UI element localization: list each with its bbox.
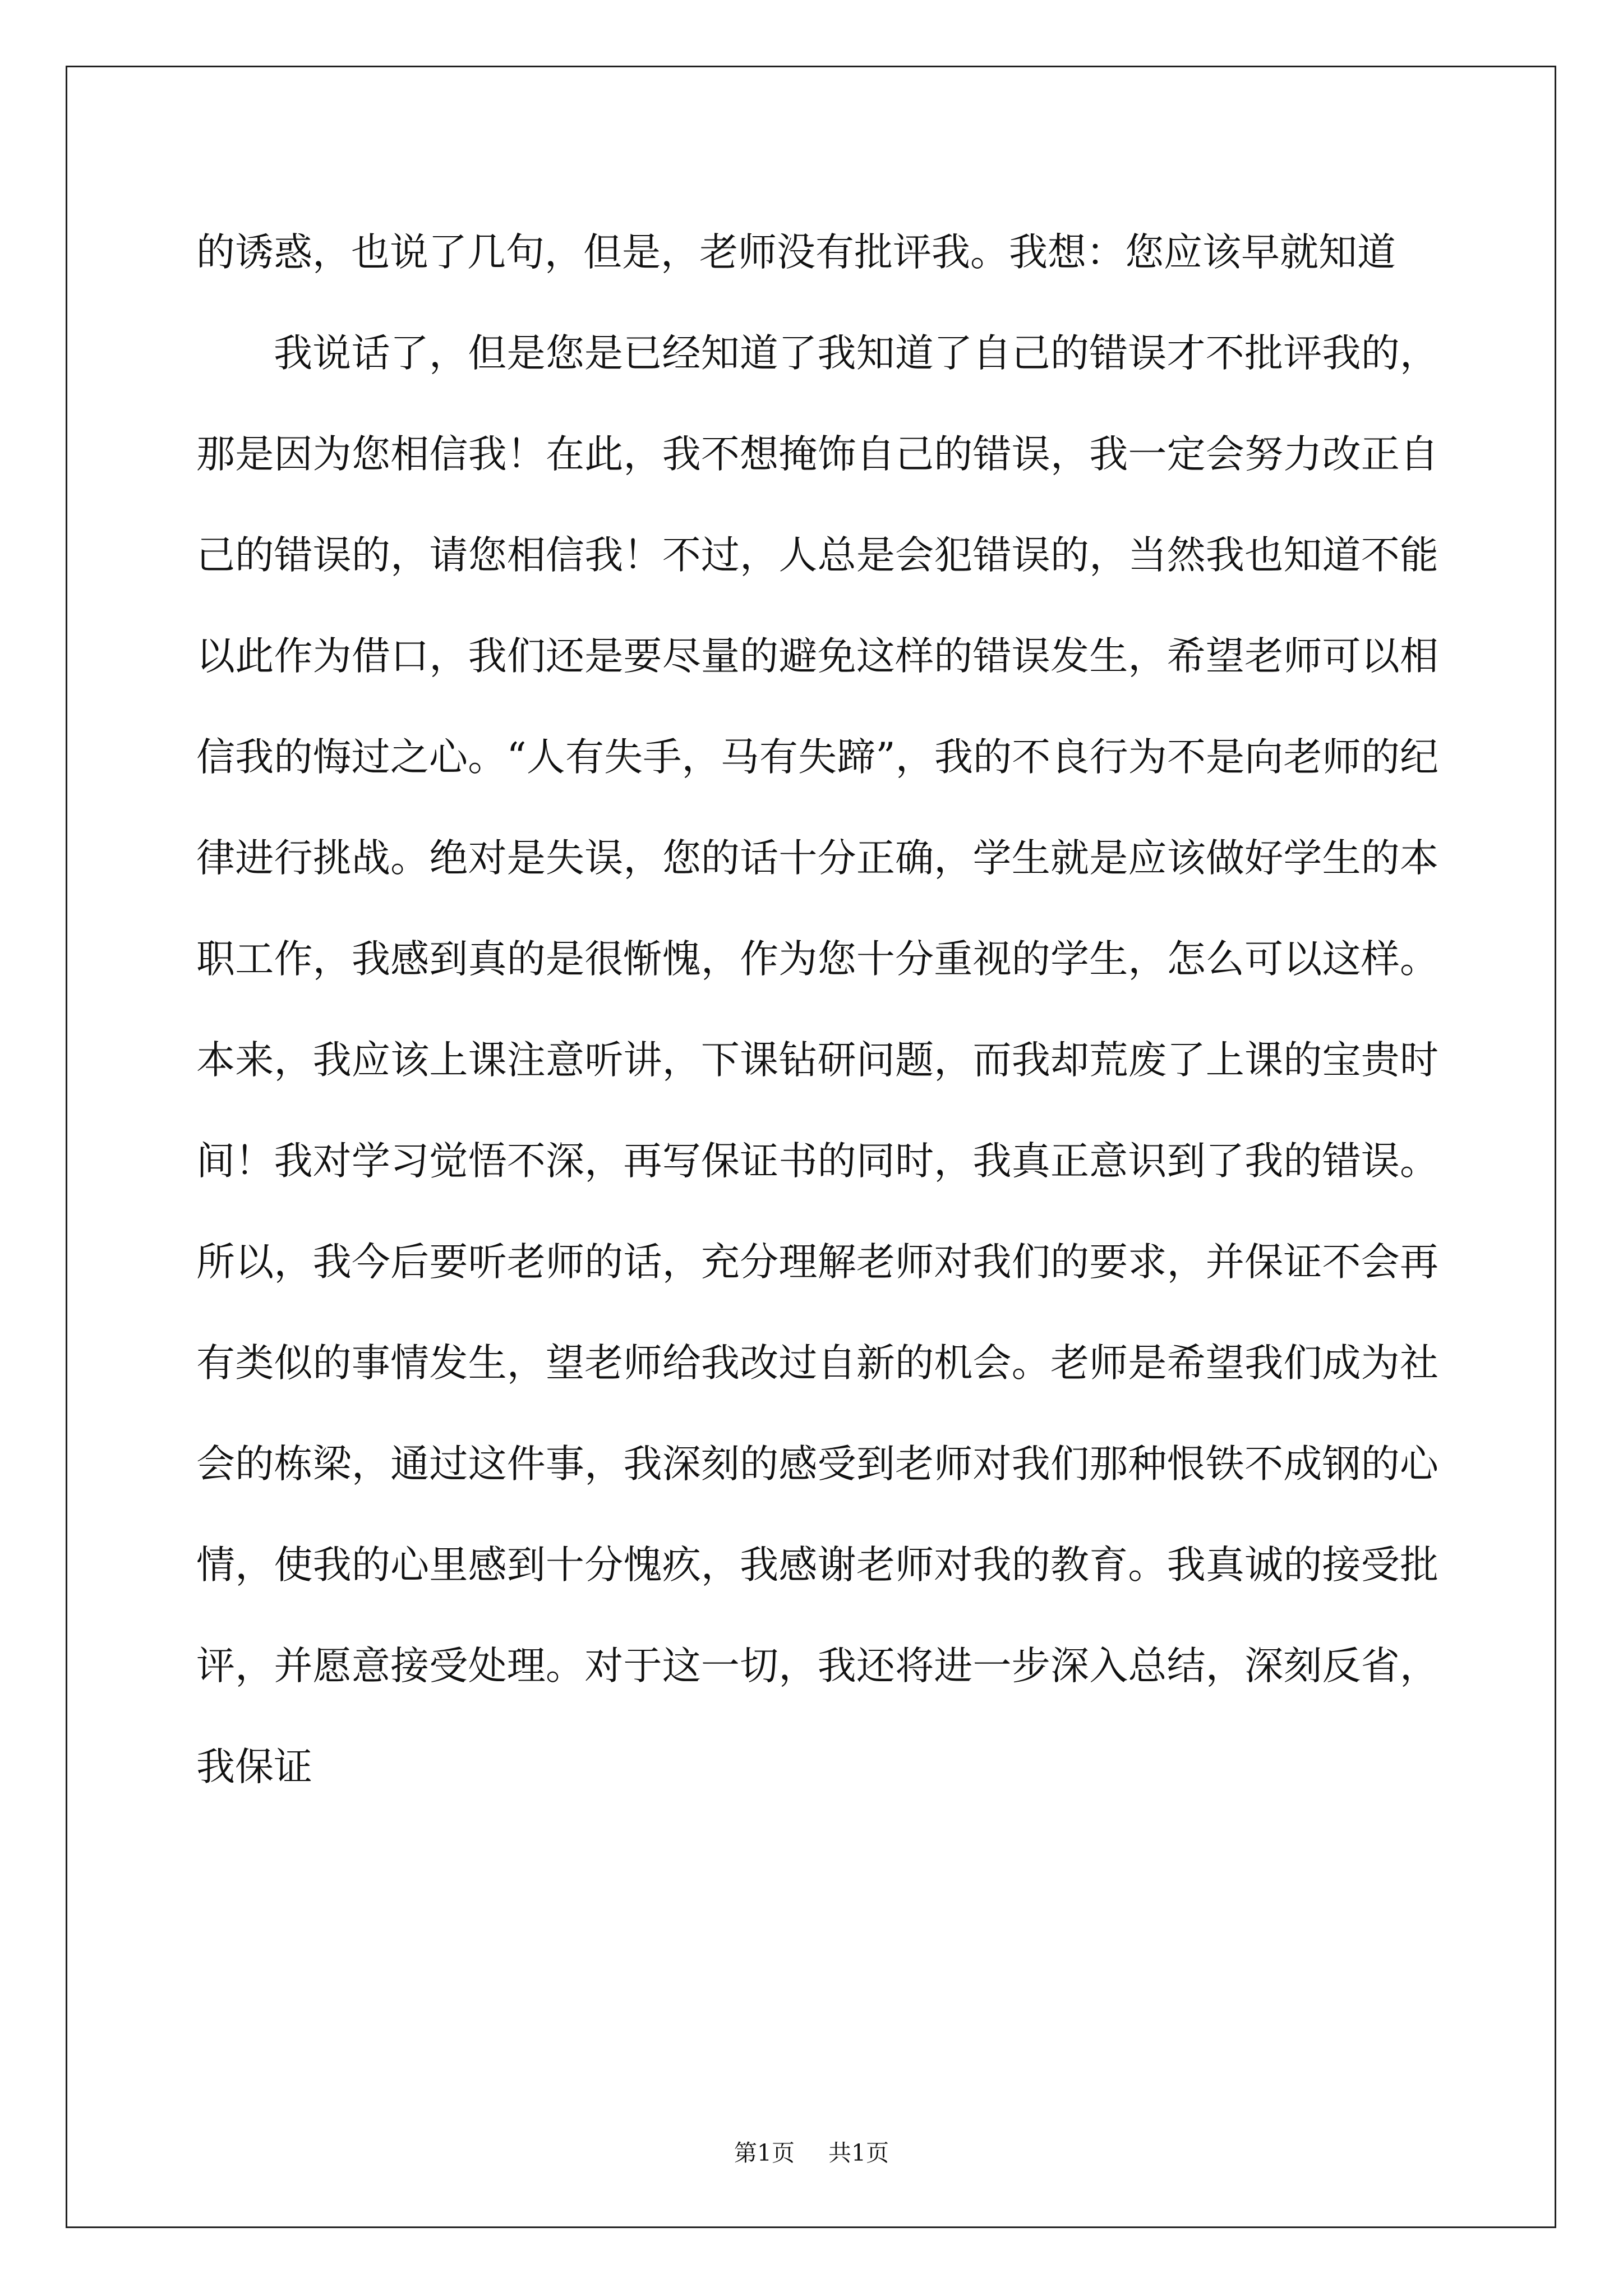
paragraph-1: 的诱惑，也说了几句，但是，老师没有批评我。我想：您应该早就知道 bbox=[196, 230, 1396, 275]
page-number-current: 第1页 bbox=[734, 2139, 795, 2166]
document-body bbox=[196, 202, 1438, 1818]
page-footer bbox=[0, 2134, 1623, 2168]
page-number-total: 共1页 bbox=[828, 2139, 889, 2166]
paragraph-2: 我说话了，但是您是已经知道了我知道了自己的错误才不批评我的，那是因为您相信我！在此，我不想掩饰自己的错误，我一定会努力改正自己的错误的，请您相信我！不过，人总是会犯错误的，当然我也知道不能以此作为借口，我们还是要尽量的避免这样的错误发生，希望老师可以相信我的悔过之心。“人有失手，马有失蹄”，我的不良行为不是向老师的纪律进行挑战。绝对是失误，您的话十分正确，学生就是应该做好学生的本职工作，我感到真的是很惭愧，作为您十分重视的学生，怎么可以这样。本来，我应该上课注意听讲，下课钻研问题，而我却荒废了上课的宝贵时间！我对学习觉悟不深，再写保证书的同时，我真正意识到了我的错误。所以，我今后要听老师的话，充分理解老师对我们的要求，并保证不会再有类似的事情发生，望老师给我改过自新的机会。老师是希望我们成为社会的栋梁，通过这件事，我深刻的感受到老师对我们那种恨铁不成钢的心情，使我的心里感到十分愧疚，我感谢老师对我的教育。我真诚的接受批评，并愿意接受处理。对于这一切，我还将进一步深入总结，深刻反省，我保证 bbox=[196, 331, 1438, 1789]
